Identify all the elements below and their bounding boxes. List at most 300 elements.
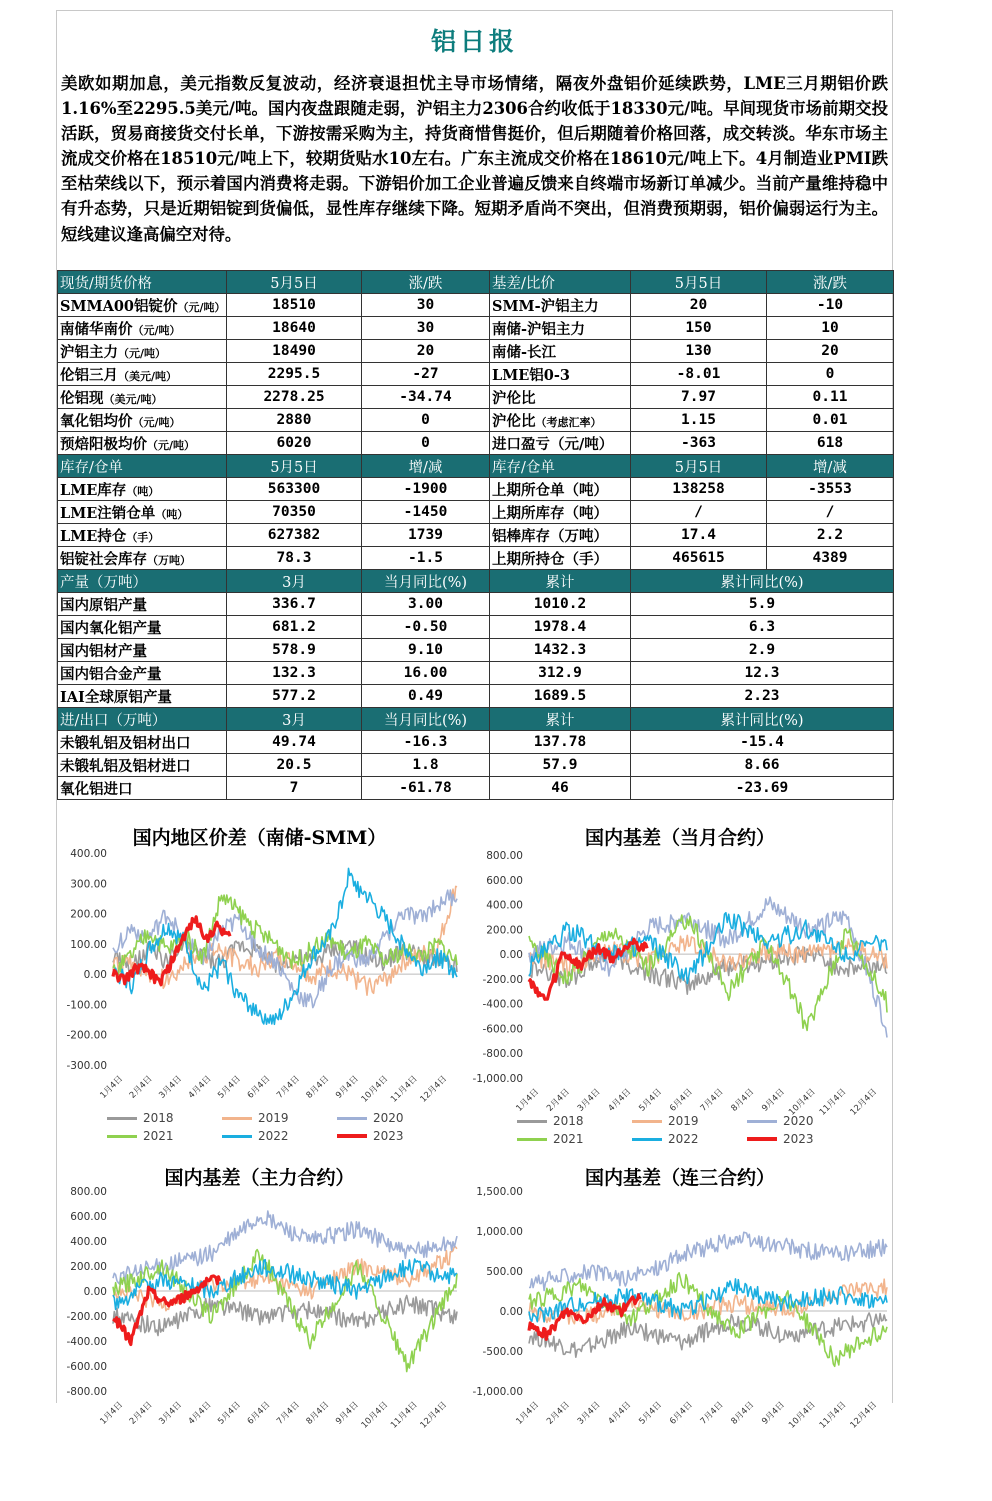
table-row [58, 317, 894, 340]
row-label: 南储-沪铝主力 [492, 320, 586, 338]
x-tick-label: 12月4日 [848, 1400, 880, 1431]
header-cell: 基差/比价 [490, 271, 631, 294]
row-label-cell [58, 432, 227, 455]
legend-swatch [747, 1120, 777, 1123]
change-cell: -0.50 [362, 616, 490, 639]
row-unit: （元/吨） [132, 323, 181, 337]
row-unit: （考虑汇率） [535, 415, 602, 429]
chart-plot [467, 847, 893, 1147]
legend-item [517, 1132, 584, 1146]
row-label: SMMA00铝锭价 [60, 297, 178, 315]
y-tick-label: 600.00 [486, 874, 523, 887]
value-cell: 6020 [227, 432, 362, 455]
legend-label: 2021 [143, 1129, 174, 1143]
y-tick-label: 200.00 [486, 924, 523, 937]
header-cell: 3月 [227, 570, 362, 593]
change-cell: 0 [767, 363, 894, 386]
legend-swatch [337, 1117, 367, 1120]
header-cell: 当月同比(%) [362, 708, 490, 731]
legend-label: 2018 [553, 1114, 584, 1128]
value-cell: 57.9 [490, 754, 631, 777]
chart-title: 国内基差（主力合约） [164, 1167, 355, 1189]
value-cell: 78.3 [227, 547, 362, 570]
legend-swatch [632, 1138, 662, 1141]
header-cell: 增/减 [362, 455, 490, 478]
legend-item [632, 1114, 699, 1128]
x-tick-label: 11月4日 [817, 1087, 849, 1118]
row-label-cell [490, 409, 631, 432]
change-cell: 0.01 [767, 409, 894, 432]
x-tick-label: 12月4日 [418, 1400, 450, 1431]
x-tick-label: 7月4日 [275, 1074, 302, 1101]
table-row [58, 754, 894, 777]
value-cell: 150 [631, 317, 767, 340]
row-label: 上期所库存（吨） [492, 504, 608, 522]
change-cell: -16.3 [362, 731, 490, 754]
legend-label: 2022 [668, 1132, 699, 1146]
row-unit: （手） [126, 530, 160, 544]
change-cell: 30 [362, 294, 490, 317]
value-cell: 20.5 [227, 754, 362, 777]
value-cell: 312.9 [490, 662, 631, 685]
y-tick-label: -800.00 [482, 1048, 523, 1061]
report-title: 铝日报 [430, 27, 518, 56]
row-unit: （吨） [126, 484, 160, 498]
header-cell: 5月5日 [631, 455, 767, 478]
x-tick-label: 8月4日 [729, 1400, 757, 1427]
x-tick-label: 3月4日 [157, 1074, 185, 1101]
y-tick-label: -600.00 [66, 1361, 107, 1373]
header-cell: 增/减 [767, 455, 894, 478]
x-tick-label: 4月4日 [186, 1074, 214, 1101]
chart-title: 国内地区价差（南储-SMM） [132, 827, 387, 849]
y-tick-label: 800.00 [486, 850, 523, 862]
table-row [58, 616, 894, 639]
row-label: 上期所仓单（吨） [492, 481, 608, 499]
y-tick-label: -100.00 [66, 999, 107, 1012]
header-cell: 5月5日 [227, 271, 362, 294]
change-cell: / [767, 501, 894, 524]
y-tick-label: 200.00 [70, 908, 107, 921]
legend-item [747, 1114, 814, 1128]
y-tick-label: 600.00 [70, 1211, 107, 1223]
header-cell: 累计 [490, 570, 631, 593]
x-tick-label: 4月4日 [606, 1400, 634, 1427]
header-cell: 库存/仓单 [58, 455, 227, 478]
legend-label: 2022 [258, 1129, 289, 1143]
x-tick-label: 8月4日 [304, 1400, 332, 1427]
x-tick-label: 11月4日 [817, 1400, 849, 1431]
value-cell: 1010.2 [490, 593, 631, 616]
data-table [57, 270, 894, 800]
row-label-cell [490, 317, 631, 340]
value-cell: 137.78 [490, 731, 631, 754]
row-label: 伦铝三月 [60, 366, 118, 384]
legend-label: 2018 [143, 1111, 174, 1125]
row-label-cell [490, 501, 631, 524]
series-line-2019 [113, 886, 457, 995]
change-cell: -1.5 [362, 547, 490, 570]
x-tick-label: 1月4日 [514, 1400, 542, 1427]
header-cell: 现货/期货价格 [58, 271, 227, 294]
value-cell: 1978.4 [490, 616, 631, 639]
report-page [56, 10, 893, 1431]
x-tick-label: 5月4日 [637, 1400, 665, 1427]
change-cell: -23.69 [631, 777, 894, 800]
legend-item [222, 1111, 289, 1125]
x-tick-label: 6月4日 [245, 1400, 273, 1427]
change-cell: 0.49 [362, 685, 490, 708]
y-tick-label: 0.00 [83, 969, 107, 982]
table-row [58, 639, 894, 662]
x-tick-label: 7月4日 [698, 1400, 726, 1427]
y-tick-label: -500.00 [482, 1346, 523, 1358]
legend-swatch [337, 1134, 367, 1138]
row-label-cell: 未锻轧铝及铝材进口 [58, 754, 227, 777]
legend-item [107, 1129, 174, 1143]
legend-label: 2020 [783, 1114, 814, 1128]
row-label: 铝棒库存（万吨） [492, 527, 608, 545]
y-tick-label: -200.00 [482, 973, 523, 986]
value-cell: 465615 [631, 547, 767, 570]
change-cell: 20 [767, 340, 894, 363]
x-tick-label: 1月4日 [514, 1087, 542, 1114]
row-label: 进口盈亏（元/吨） [492, 435, 614, 453]
row-unit: （美元/吨） [103, 392, 163, 406]
chart-title: 国内基差（当月合约） [584, 827, 775, 849]
change-cell: 0 [362, 409, 490, 432]
legend-label: 2021 [553, 1132, 584, 1146]
x-tick-label: 11月4日 [389, 1074, 420, 1105]
row-label-cell [58, 501, 227, 524]
value-cell: 20 [631, 294, 767, 317]
y-tick-label: 1,500.00 [476, 1186, 523, 1198]
x-tick-label: 6月4日 [668, 1087, 695, 1114]
x-tick-label: 3月4日 [575, 1400, 603, 1427]
x-tick-label: 2月4日 [545, 1087, 572, 1114]
x-tick-label: 10月4日 [787, 1087, 818, 1118]
table-row [58, 501, 894, 524]
change-cell: 8.66 [631, 754, 894, 777]
row-unit: （元/吨） [177, 300, 226, 314]
change-cell: 12.3 [631, 662, 894, 685]
change-cell: 5.9 [631, 593, 894, 616]
change-cell: -27 [362, 363, 490, 386]
change-cell: 2.2 [767, 524, 894, 547]
row-label-cell [490, 340, 631, 363]
x-tick-label: 8月4日 [729, 1087, 757, 1114]
legend-swatch [222, 1117, 252, 1120]
row-label-cell [58, 340, 227, 363]
x-tick-label: 9月4日 [334, 1400, 361, 1427]
row-unit: （元/吨） [147, 438, 196, 452]
chart-3 [57, 1161, 462, 1501]
x-tick-label: 4月4日 [606, 1087, 634, 1114]
chart-legend [107, 1111, 437, 1151]
table-row [58, 547, 894, 570]
change-cell: -15.4 [631, 731, 894, 754]
chart-plot [57, 847, 462, 1147]
legend-label: 2023 [373, 1129, 404, 1143]
value-cell: 1.15 [631, 409, 767, 432]
table-row [58, 432, 894, 455]
y-tick-label: 0.00 [499, 1306, 523, 1318]
header-cell: 累计 [490, 708, 631, 731]
row-label-cell [58, 547, 227, 570]
header-cell: 涨/跌 [362, 271, 490, 294]
row-label: LME铝0-3 [492, 366, 570, 384]
legend-swatch [222, 1135, 252, 1138]
y-tick-label: -200.00 [66, 1029, 107, 1042]
x-tick-label: 1月4日 [98, 1400, 126, 1427]
chart-4 [467, 1161, 893, 1501]
row-label: 上期所持仓（手） [492, 550, 608, 568]
value-cell: 18640 [227, 317, 362, 340]
value-cell: 130 [631, 340, 767, 363]
change-cell: -61.78 [362, 777, 490, 800]
x-tick-label: 11月4日 [389, 1400, 420, 1431]
change-cell: -34.74 [362, 386, 490, 409]
y-tick-label: 800.00 [70, 1186, 107, 1198]
change-cell: 1739 [362, 524, 490, 547]
change-cell: -10 [767, 294, 894, 317]
value-cell: 681.2 [227, 616, 362, 639]
legend-swatch [517, 1120, 547, 1123]
change-cell: 6.3 [631, 616, 894, 639]
y-tick-label: 1,000.00 [476, 1226, 523, 1238]
row-label: 沪铝主力 [60, 343, 118, 361]
change-cell: -3553 [767, 478, 894, 501]
row-label: 伦铝现 [60, 389, 104, 407]
change-cell: 4389 [767, 547, 894, 570]
x-tick-label: 4月4日 [186, 1400, 214, 1427]
header-cell: 3月 [227, 708, 362, 731]
change-cell: 2.9 [631, 639, 894, 662]
change-cell: 3.00 [362, 593, 490, 616]
row-label-cell [58, 386, 227, 409]
table-row [58, 662, 894, 685]
chart-2 [467, 811, 893, 1151]
value-cell: 1432.3 [490, 639, 631, 662]
row-label-cell [490, 478, 631, 501]
row-label-cell [490, 432, 631, 455]
y-tick-label: 300.00 [70, 878, 107, 891]
row-label: 南储-长江 [492, 343, 557, 361]
table-row [58, 409, 894, 432]
value-cell: 2295.5 [227, 363, 362, 386]
row-label-cell [58, 409, 227, 432]
row-label-cell [490, 547, 631, 570]
x-tick-label: 2月4日 [127, 1074, 155, 1101]
y-tick-label: 100.00 [70, 938, 107, 951]
value-cell: 563300 [227, 478, 362, 501]
row-label: 南储华南价 [60, 320, 133, 338]
change-cell: 9.10 [362, 639, 490, 662]
y-tick-label: 0.00 [83, 1286, 107, 1298]
value-cell: 46 [490, 777, 631, 800]
row-label-cell: 氧化铝进口 [58, 777, 227, 800]
table-row [58, 777, 894, 800]
header-cell: 库存/仓单 [490, 455, 631, 478]
charts-area [57, 811, 893, 1431]
legend-swatch [107, 1135, 137, 1138]
header-cell: 进/出口（万吨） [58, 708, 227, 731]
header-cell: 涨/跌 [767, 271, 894, 294]
y-tick-label: -400.00 [482, 998, 523, 1011]
row-label-cell: 未锻轧铝及铝材出口 [58, 731, 227, 754]
row-label-cell [58, 524, 227, 547]
table-row [58, 386, 894, 409]
value-cell: 132.3 [227, 662, 362, 685]
change-cell: 1.8 [362, 754, 490, 777]
header-cell: 5月5日 [631, 271, 767, 294]
header-cell: 产量（万吨） [58, 570, 227, 593]
y-tick-label: -1,000.00 [472, 1386, 523, 1398]
row-label: 氧化铝均价 [60, 412, 133, 430]
x-tick-label: 9月4日 [760, 1087, 787, 1114]
legend-item [747, 1132, 814, 1146]
table-row [58, 340, 894, 363]
chart-plot [467, 1187, 893, 1487]
legend-label: 2020 [373, 1111, 404, 1125]
market-summary: 美欧如期加息，美元指数反复波动，经济衰退担忧主导市场情绪，隔夜外盘铝价延续跌势，LME三月期铝价跌1.16%至2295.5美元/吨。国内夜盘跟随走弱，沪铝主力2306合约收低于18330元/吨。早间现货市场前期交投活跃，贸易商接货交付长单，下游按需采购为主，持货商惜售挺价，但后期随着价格回落，成交转淡。华东市场主流成交价格在18510元/吨上下，较期货贴水10左右。广东主流成交价格在18610元/吨上下。4月制造业PMI跌至枯荣线以下，预示着国内消费将走弱。下游铝价加工企业普遍反馈来自终端市场新订单减少。当前产量维持稳中有升态势，只是近期铝锭到货偏低，显性库存继续下降。短期矛盾尚不突出，但消费预期弱，铝价偏弱运行为主。短线建议逢高偏空对待。 [61, 74, 888, 244]
chart-title: 国内基差（连三合约） [584, 1167, 775, 1189]
legend-swatch [747, 1137, 777, 1141]
legend-swatch [632, 1120, 662, 1123]
change-cell: 0.11 [767, 386, 894, 409]
x-tick-label: 5月4日 [637, 1087, 665, 1114]
row-label-cell [490, 294, 631, 317]
row-label-cell [490, 386, 631, 409]
row-label-cell: 国内铝材产量 [58, 639, 227, 662]
row-label-cell [490, 524, 631, 547]
change-cell: 10 [767, 317, 894, 340]
chart-1 [57, 811, 462, 1151]
legend-item [337, 1129, 404, 1143]
legend-label: 2019 [668, 1114, 699, 1128]
y-tick-label: 400.00 [486, 899, 523, 912]
header-cell: 累计同比(%) [631, 570, 894, 593]
x-tick-label: 9月4日 [760, 1400, 787, 1427]
x-tick-label: 2月4日 [545, 1400, 572, 1427]
change-cell: 0 [362, 432, 490, 455]
header-cell: 5月5日 [227, 455, 362, 478]
y-tick-label: 200.00 [70, 1261, 107, 1273]
table-row [58, 685, 894, 708]
legend-label: 2023 [783, 1132, 814, 1146]
value-cell: 18490 [227, 340, 362, 363]
value-cell: 7.97 [631, 386, 767, 409]
row-label: 铝锭社会库存 [60, 550, 147, 568]
series-line-2020 [529, 1232, 887, 1290]
legend-label: 2019 [258, 1111, 289, 1125]
row-label-cell: 国内铝合金产量 [58, 662, 227, 685]
x-tick-label: 3月4日 [157, 1400, 185, 1427]
value-cell: 336.7 [227, 593, 362, 616]
table-row [58, 524, 894, 547]
change-cell: 2.23 [631, 685, 894, 708]
y-tick-label: 400.00 [70, 1236, 107, 1248]
x-tick-label: 12月4日 [848, 1087, 880, 1118]
row-label: 沪伦比 [492, 412, 536, 430]
row-label-cell: IAI全球原铝产量 [58, 685, 227, 708]
legend-item [632, 1132, 699, 1146]
legend-item [337, 1111, 404, 1125]
row-unit: （元/吨） [132, 415, 181, 429]
table-row [58, 294, 894, 317]
y-tick-label: -200.00 [66, 1311, 107, 1323]
chart-plot [57, 1187, 462, 1487]
value-cell: 577.2 [227, 685, 362, 708]
y-tick-label: 400.00 [70, 848, 107, 860]
price-header-row [58, 271, 894, 294]
x-tick-label: 3月4日 [575, 1087, 603, 1114]
legend-item [517, 1114, 584, 1128]
trade-header-row [58, 708, 894, 731]
x-tick-label: 9月4日 [334, 1074, 361, 1101]
row-label: 预焙阳极均价 [60, 435, 147, 453]
value-cell: -363 [631, 432, 767, 455]
y-tick-label: 0.00 [499, 949, 523, 962]
y-tick-label: -400.00 [66, 1336, 107, 1348]
table-row [58, 593, 894, 616]
row-label: SMM-沪铝主力 [492, 297, 599, 315]
value-cell: 1689.5 [490, 685, 631, 708]
value-cell: 2278.25 [227, 386, 362, 409]
value-cell: 17.4 [631, 524, 767, 547]
row-label-cell [490, 363, 631, 386]
row-unit: （万吨） [147, 553, 191, 567]
x-tick-label: 10月4日 [359, 1400, 391, 1431]
row-unit: （吨） [155, 507, 189, 521]
value-cell: 138258 [631, 478, 767, 501]
value-cell: 7 [227, 777, 362, 800]
header-cell: 当月同比(%) [362, 570, 490, 593]
x-tick-label: 10月4日 [359, 1074, 391, 1105]
stock-header-row [58, 455, 894, 478]
value-cell: 627382 [227, 524, 362, 547]
value-cell: -8.01 [631, 363, 767, 386]
row-unit: （元/吨） [118, 346, 167, 360]
table-row [58, 478, 894, 501]
value-cell: 70350 [227, 501, 362, 524]
legend-item [107, 1111, 174, 1125]
x-tick-label: 7月4日 [698, 1087, 726, 1114]
y-tick-label: -300.00 [66, 1060, 107, 1072]
x-tick-label: 6月4日 [245, 1074, 273, 1101]
row-label: LME持仓 [60, 527, 127, 545]
x-tick-label: 8月4日 [304, 1074, 332, 1101]
value-cell: 18510 [227, 294, 362, 317]
row-label-cell [58, 317, 227, 340]
change-cell: -1450 [362, 501, 490, 524]
legend-swatch [517, 1138, 547, 1141]
x-tick-label: 5月4日 [216, 1074, 243, 1101]
value-cell: 578.9 [227, 639, 362, 662]
value-cell: 49.74 [227, 731, 362, 754]
row-unit: （美元/吨） [118, 369, 178, 383]
value-cell: / [631, 501, 767, 524]
row-label: LME库存 [60, 481, 127, 499]
x-tick-label: 6月4日 [668, 1400, 695, 1427]
row-label: LME注销仓单 [60, 504, 156, 522]
row-label: 沪伦比 [492, 389, 536, 407]
x-tick-label: 1月4日 [98, 1074, 126, 1101]
y-tick-label: -1,000.00 [472, 1073, 523, 1085]
change-cell: 20 [362, 340, 490, 363]
table-row [58, 363, 894, 386]
x-tick-label: 2月4日 [127, 1400, 155, 1427]
